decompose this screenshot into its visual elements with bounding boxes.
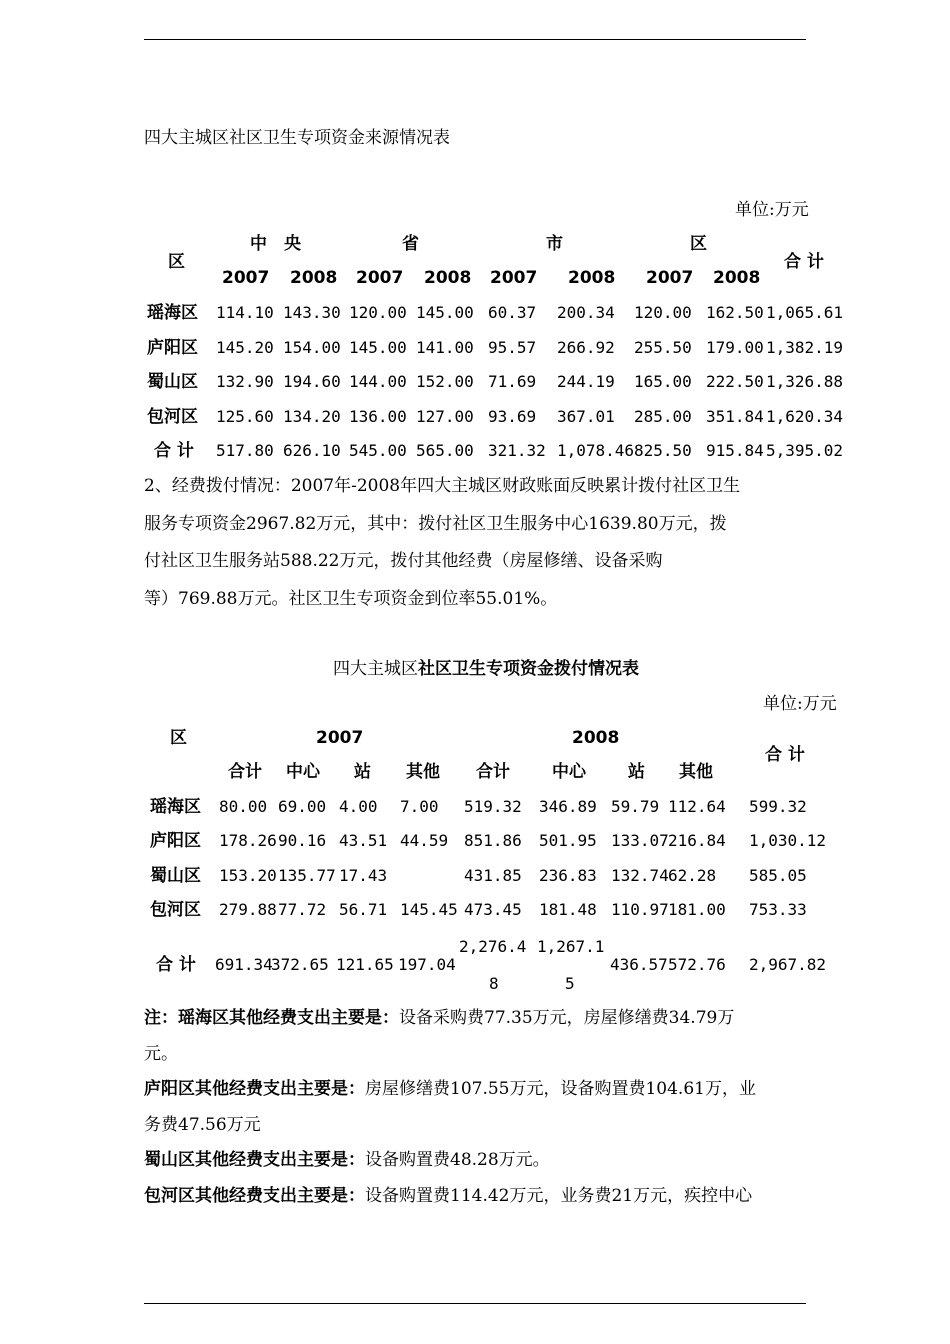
table1-cell: 517.80 <box>216 441 274 460</box>
table1-cell: 134.20 <box>283 407 341 426</box>
table2-total-cell: 121.65 <box>336 955 394 974</box>
table2-cell: 62.28 <box>668 866 717 885</box>
table2-total-cell: 2,967.82 <box>749 955 827 974</box>
table2-cell: 145.45 <box>400 900 458 919</box>
table2-cell: 135.77 <box>278 866 336 885</box>
table1-cell: 145.00 <box>416 303 474 322</box>
table2-cell: 851.86 <box>464 831 522 850</box>
table2-row-label: 蜀山区 <box>150 866 201 886</box>
table1-cell: 162.50 <box>706 303 764 322</box>
table2-cell: 346.89 <box>539 797 597 816</box>
table2-cell: 44.59 <box>400 831 449 850</box>
table2-subheader: 中心 <box>552 762 586 782</box>
table1-cell: 145.20 <box>216 338 274 357</box>
table2-cell: 585.05 <box>749 866 807 885</box>
table2-total-cell: 8 <box>489 974 499 993</box>
table1-year-header: 2008 <box>568 268 616 288</box>
table2-subheader: 其他 <box>406 762 440 782</box>
table1-total-header: 合 计 <box>784 252 824 272</box>
table2-cell: 112.64 <box>668 797 726 816</box>
table2-cell: 56.71 <box>339 900 388 919</box>
table2-total-label: 合 计 <box>156 955 196 975</box>
table2-cell: 59.79 <box>611 797 660 816</box>
table1-year-header: 2007 <box>222 268 270 288</box>
table1-cell: 136.00 <box>349 407 407 426</box>
table2-cell: 473.45 <box>464 900 522 919</box>
table2-subheader: 合计 <box>476 762 510 782</box>
table1-year-header: 2007 <box>356 268 404 288</box>
table2-title <box>333 659 639 679</box>
table1-cell: 120.00 <box>634 303 692 322</box>
table1-cell: 125.60 <box>216 407 274 426</box>
table2-cell: 753.33 <box>749 900 807 919</box>
table1-year-header: 2008 <box>290 268 338 288</box>
table2-total-cell: 2,276.4 <box>459 937 527 956</box>
table2-row-label: 庐阳区 <box>150 831 201 851</box>
table2-cell: 1,030.12 <box>749 831 827 850</box>
table1-unit: 单位:万元 <box>735 200 809 220</box>
note-cont: 务费47.56万元 <box>144 1115 261 1135</box>
table2-total-cell: 197.04 <box>398 955 456 974</box>
table2-cell: 519.32 <box>464 797 522 816</box>
table1-cell: 565.00 <box>416 441 474 460</box>
top-rule <box>144 39 806 40</box>
table2-subheader: 站 <box>628 762 645 782</box>
table1-group-province: 省 <box>402 234 419 254</box>
table2-cell: 110.97 <box>611 900 669 919</box>
table2-total-cell: 372.65 <box>271 955 329 974</box>
table1-cell: 200.34 <box>557 303 615 322</box>
table1-year-header: 2008 <box>713 268 761 288</box>
table2-cell: 236.83 <box>539 866 597 885</box>
table1-cell: 194.60 <box>283 372 341 391</box>
table1-cell: 60.37 <box>488 303 537 322</box>
table1-cell: 915.84 <box>706 441 764 460</box>
table1-cell: 152.00 <box>416 372 474 391</box>
table1-cell: 95.57 <box>488 338 537 357</box>
paragraph-line: 服务专项资金2967.82万元，其中：拨付社区卫生服务中心1639.80万元，拨 <box>144 514 727 534</box>
table1-cell: 351.84 <box>706 407 764 426</box>
table2-row-label: 瑶海区 <box>150 797 201 817</box>
table2-title-plain: 四大主城区 <box>333 659 418 679</box>
table1-cell: 5,395.02 <box>766 441 844 460</box>
table1-title: 四大主城区社区卫生专项资金来源情况表 <box>144 128 450 148</box>
table1-cell: 285.00 <box>634 407 692 426</box>
paragraph-line: 付社区卫生服务站588.22万元，拨付其他经费（房屋修缮、设备采购 <box>144 551 663 571</box>
table2-cell: 80.00 <box>219 797 268 816</box>
table2-cell: 17.43 <box>339 866 388 885</box>
note-line <box>144 1150 550 1170</box>
table1-cell: 825.50 <box>634 441 692 460</box>
table2-total-cell: 572.76 <box>668 955 726 974</box>
table1-row-label: 庐阳区 <box>147 338 198 358</box>
note-cont: 元。 <box>144 1044 178 1064</box>
table1-cell: 143.30 <box>283 303 341 322</box>
note-text: 设备采购费77.35万元，房屋修缮费34.79万 <box>399 1008 735 1028</box>
table2-cell: 501.95 <box>539 831 597 850</box>
table2-total-cell: 436.57 <box>610 955 668 974</box>
table2-year-2007: 2007 <box>316 728 364 748</box>
table1-cell: 145.00 <box>349 338 407 357</box>
table1-cell: 255.50 <box>634 338 692 357</box>
table1-cell: 165.00 <box>634 372 692 391</box>
note-bold: 庐阳区其他经费支出主要是： <box>144 1079 365 1099</box>
table2-cell: 90.16 <box>278 831 327 850</box>
note-bold: 注：瑶海区其他经费支出主要是： <box>144 1008 399 1028</box>
table2-subheader: 站 <box>354 762 371 782</box>
table1-row-label: 蜀山区 <box>147 372 198 392</box>
table1-row-label: 包河区 <box>147 407 198 427</box>
table2-cell: 133.07 <box>611 831 669 850</box>
table2-cell: 431.85 <box>464 866 522 885</box>
table1-cell: 545.00 <box>349 441 407 460</box>
table1-year-header: 2007 <box>646 268 694 288</box>
note-text: 设备购置费114.42万元，业务费21万元，疾控中心 <box>365 1186 753 1206</box>
table1-cell: 144.00 <box>349 372 407 391</box>
table2-cell: 69.00 <box>278 797 327 816</box>
table1-header-region: 区 <box>168 252 185 272</box>
table2-cell: 132.74 <box>611 866 669 885</box>
table1-cell: 1,065.61 <box>766 303 844 322</box>
table1-row-label: 合 计 <box>154 441 194 461</box>
table1-cell: 132.90 <box>216 372 274 391</box>
table1-year-header: 2007 <box>490 268 538 288</box>
table1-cell: 321.32 <box>488 441 546 460</box>
table1-cell: 222.50 <box>706 372 764 391</box>
table2-cell: 181.48 <box>539 900 597 919</box>
table1-cell: 127.00 <box>416 407 474 426</box>
table2-subheader: 中心 <box>286 762 320 782</box>
table1-group-city: 市 <box>546 234 563 254</box>
table1-cell: 1,326.88 <box>766 372 844 391</box>
table2-cell: 153.20 <box>219 866 277 885</box>
table2-total-cell: 691.34 <box>215 955 273 974</box>
paragraph-line: 2、经费拨付情况：2007年-2008年四大主城区财政账面反映累计拨付社区卫生 <box>144 476 741 496</box>
table1-group-central: 中 央 <box>250 234 301 254</box>
table2-total-cell: 1,267.1 <box>537 937 605 956</box>
table2-cell: 77.72 <box>278 900 327 919</box>
table1-cell: 120.00 <box>349 303 407 322</box>
table2-cell: 43.51 <box>339 831 388 850</box>
table2-unit: 单位:万元 <box>763 694 837 714</box>
paragraph-line: 等）769.88万元。社区卫生专项资金到位率55.01%。 <box>144 589 558 609</box>
table2-title-bold: 社区卫生专项资金拨付情况表 <box>418 659 639 679</box>
table1-cell: 114.10 <box>216 303 274 322</box>
table2-year-2008: 2008 <box>572 728 620 748</box>
table1-cell: 1,620.34 <box>766 407 844 426</box>
table2-cell: 178.26 <box>219 831 277 850</box>
table2-subheader: 合计 <box>228 762 262 782</box>
table2-cell: 599.32 <box>749 797 807 816</box>
table1-cell: 1,078.46 <box>557 441 635 460</box>
table2-cell: 4.00 <box>339 797 378 816</box>
table1-cell: 93.69 <box>488 407 537 426</box>
table1-cell: 1,382.19 <box>766 338 844 357</box>
note-line <box>144 1079 756 1099</box>
note-text: 房屋修缮费107.55万元，设备购置费104.61万，业 <box>365 1079 756 1099</box>
table2-cell: 181.00 <box>668 900 726 919</box>
note-line <box>144 1186 752 1206</box>
note-text: 设备购置费48.28万元。 <box>365 1150 550 1170</box>
table1-cell: 71.69 <box>488 372 537 391</box>
table1-cell: 141.00 <box>416 338 474 357</box>
table1-cell: 154.00 <box>283 338 341 357</box>
bottom-rule <box>144 1303 806 1304</box>
table2-total-cell: 5 <box>565 974 575 993</box>
table1-row-label: 瑶海区 <box>147 303 198 323</box>
table1-cell: 626.10 <box>283 441 341 460</box>
table1-year-header: 2008 <box>424 268 472 288</box>
note-line <box>144 1008 734 1028</box>
table1-cell: 367.01 <box>557 407 615 426</box>
table1-cell: 244.19 <box>557 372 615 391</box>
table2-subheader: 其他 <box>679 762 713 782</box>
table2-cell: 216.84 <box>668 831 726 850</box>
table2-row-label: 包河区 <box>150 900 201 920</box>
table2-cell: 7.00 <box>400 797 439 816</box>
table1-cell: 266.92 <box>557 338 615 357</box>
note-bold: 包河区其他经费支出主要是： <box>144 1186 365 1206</box>
note-bold: 蜀山区其他经费支出主要是： <box>144 1150 365 1170</box>
table2-cell: 279.88 <box>219 900 277 919</box>
table2-total-header: 合 计 <box>765 745 805 765</box>
table1-cell: 179.00 <box>706 338 764 357</box>
table1-group-district: 区 <box>690 234 707 254</box>
table2-header-region: 区 <box>170 728 187 748</box>
